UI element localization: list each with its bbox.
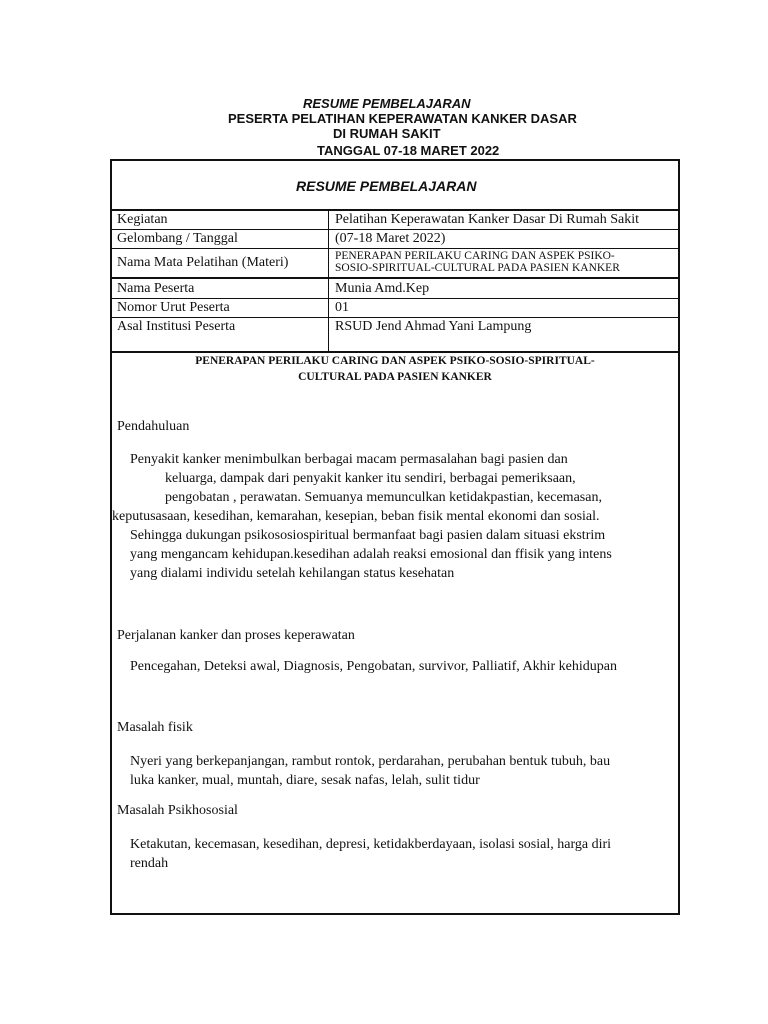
resume-frame (110, 159, 680, 915)
paragraph-line: luka kanker, mual, muntah, diare, sesak nafas, lelah, sulit tidur (130, 773, 480, 788)
heading-perjalanan: Perjalanan kanker dan proses keperawatan (117, 628, 355, 643)
info-row-asal (112, 318, 678, 351)
paragraph-line: keputusasaan, kesedihan, kemarahan, kesepian, beban fisik mental ekonomi dan sosial. (112, 509, 600, 524)
content-title-line-1: PENERAPAN PERILAKU CARING DAN ASPEK PSIKO-SOSIO-SPIRITUAL- (195, 355, 595, 367)
cell-divider (328, 279, 329, 298)
box-title-row (112, 161, 678, 211)
info-value: RSUD Jend Ahmad Yani Lampung (335, 319, 532, 334)
info-label: Asal Institusi Peserta (117, 319, 236, 334)
info-value: Pelatihan Keperawatan Kanker Dasar Di Rumah Sakit (335, 212, 640, 227)
paragraph-line: Nyeri yang berkepanjangan, rambut rontok, perdarahan, perubahan bentuk tubuh, bau (130, 754, 611, 769)
box-title: RESUME PEMBELAJARAN (296, 178, 477, 194)
header-line-4: TANGGAL 07-18 MARET 2022 (317, 143, 500, 158)
cell-divider (328, 299, 329, 317)
info-value: Munia Amd.Kep (335, 281, 430, 296)
paragraph-line: Ketakutan, kecemasan, kesedihan, depresi, ketidakberdayaan, isolasi sosial, harga diri (130, 837, 612, 852)
paragraph-line: rendah (130, 856, 169, 871)
cell-divider (328, 211, 329, 229)
content-title-line-2: CULTURAL PADA PASIEN KANKER (298, 371, 492, 383)
info-label: Kegiatan (117, 212, 168, 227)
info-value: (07-18 Maret 2022) (335, 231, 446, 246)
heading-masalah-psikhososial: Masalah Psikhososial (117, 803, 238, 818)
heading-pendahuluan: Pendahuluan (117, 419, 190, 434)
cell-divider (328, 230, 329, 248)
paragraph-pendahuluan (112, 450, 670, 583)
info-row-gelombang (112, 230, 678, 249)
heading-masalah-fisik: Masalah fisik (117, 720, 193, 735)
paragraph-masalah-fisik (130, 752, 670, 790)
info-row-peserta (112, 278, 678, 299)
header-line-2: PESERTA PELATIHAN KEPERAWATAN KANKER DASAR (228, 111, 577, 126)
materi-line-2: SOSIO-SPIRITUAL-CULTURAL PADA PASIEN KANKER (335, 262, 620, 274)
content-area (112, 351, 678, 871)
header-line-1: RESUME PEMBELAJARAN (303, 96, 471, 111)
materi-line-1: PENERAPAN PERILAKU CARING DAN ASPEK PSIKO- (335, 250, 615, 262)
info-label: Nama Peserta (117, 281, 195, 296)
text-perjalanan: Pencegahan, Deteksi awal, Diagnosis, Pengobatan, survivor, Palliatif, Akhir kehidupan (130, 659, 617, 674)
header-line-3: DI RUMAH SAKIT (333, 126, 441, 141)
info-label: Nama Mata Pelatihan (Materi) (117, 255, 289, 270)
paragraph-line: pengobatan , perawatan. Semuanya memunculkan ketidakpastian, kecemasan, (165, 490, 602, 505)
info-label: Nomor Urut Peserta (117, 300, 230, 315)
cell-divider (328, 318, 329, 351)
paragraph-line: keluarga, dampak dari penyakit kanker itu sendiri, berbagai pemeriksaan, (165, 471, 576, 486)
info-label: Gelombang / Tanggal (117, 231, 238, 246)
paragraph-masalah-psikhososial (130, 835, 670, 873)
info-row-nomor (112, 299, 678, 318)
paragraph-line: yang mengancam kehidupan.kesedihan adalah reaksi emosional dan ffisik yang intens (130, 547, 612, 562)
info-row-kegiatan (112, 211, 678, 230)
info-row-materi (112, 249, 678, 278)
paragraph-line: Penyakit kanker menimbulkan berbagai macam permasalahan bagi pasien dan (130, 452, 568, 467)
paragraph-line: yang dialami individu setelah kehilangan status kesehatan (130, 566, 455, 581)
info-value (335, 250, 620, 274)
info-value: 01 (335, 300, 349, 315)
cell-divider (328, 249, 329, 277)
paragraph-line: Sehingga dukungan psikososiospiritual bermanfaat bagi pasien dalam situasi ekstrim (130, 528, 606, 543)
